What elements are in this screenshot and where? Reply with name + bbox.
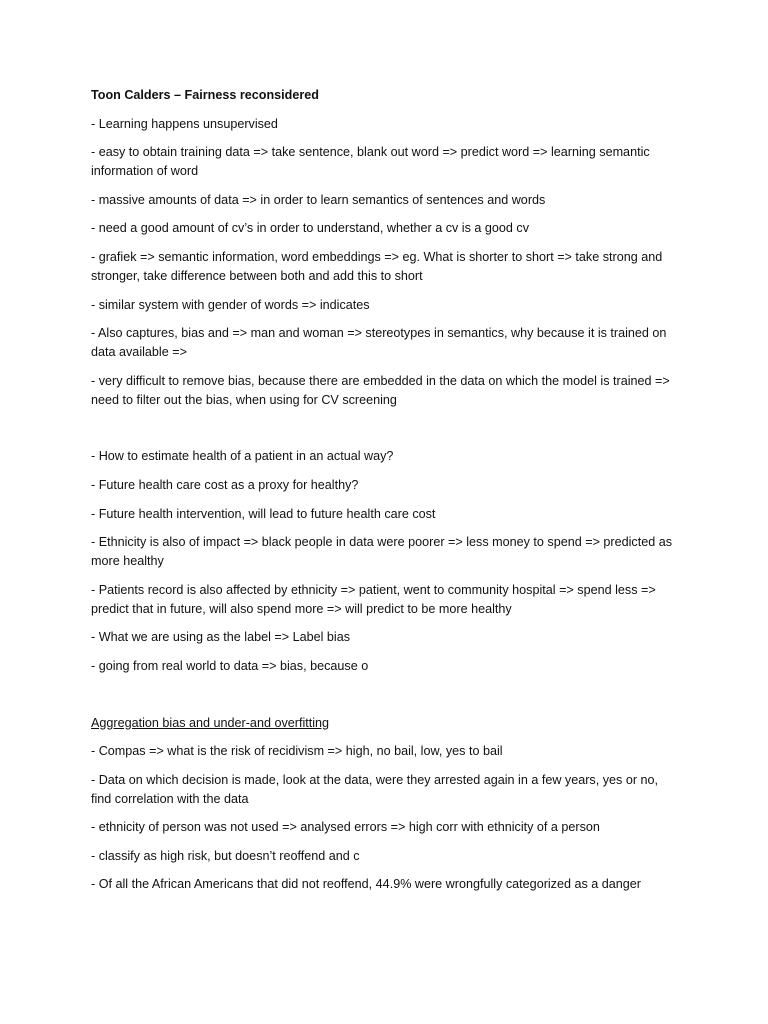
bullet-line: - classify as high risk, but doesn’t reoffend and c: [91, 848, 360, 863]
bullet-line: - What we are using as the label => Label bias: [91, 630, 351, 645]
bullet-line: - going from real world to data => bias, because o: [91, 658, 369, 673]
bullet-line: - easy to obtain training data => take sentence, blank out word => predict word => learning semantic information of word: [91, 145, 650, 179]
bullet-line: - grafiek => semantic information, word embeddings => eg. What is shorter to short => take strong and stronger, take difference between both and add this to short: [91, 249, 663, 283]
bullet-line: - need a good amount of cv’s in order to understand, whether a cv is a good cv: [91, 221, 530, 236]
bullet-line: - very difficult to remove bias, because there are embedded in the data on which the model is trained => need to filter out the bias, when using for CV screening: [91, 373, 670, 407]
document-page: [91, 86, 681, 904]
bullet-line: - Compas => what is the risk of recidivism => high, no bail, low, yes to bail: [91, 744, 503, 759]
bullet-line: - Ethnicity is also of impact => black people in data were poorer => less money to spend => predicted as more healthy: [91, 535, 673, 569]
bullet-line: - Of all the African Americans that did not reoffend, 44.9% were wrongfully categorized as a danger: [91, 877, 642, 892]
bullet-line: - How to estimate health of a patient in an actual way?: [91, 449, 394, 464]
bullet-line: - Patients record is also affected by ethnicity => patient, went to community hospital => spend less => predict that in future, will also spend more => will predict to be more healthy: [91, 582, 656, 616]
section-spacer: [91, 419, 681, 447]
document-title: Toon Calders – Fairness reconsidered: [91, 88, 319, 102]
section-aggregation-bias: [91, 714, 681, 895]
section-spacer: [91, 686, 681, 714]
bullet-line: - ethnicity of person was not used => analysed errors => high corr with ethnicity of a person: [91, 820, 600, 835]
bullet-line: - similar system with gender of words => indicates: [91, 297, 370, 312]
bullet-line: - Data on which decision is made, look at the data, were they arrested again in a few years, yes or no, find correlation with the data: [91, 772, 659, 806]
section-word-embeddings: [91, 115, 681, 410]
section-health-label-bias: [91, 447, 681, 676]
bullet-line: - massive amounts of data => in order to learn semantics of sentences and words: [91, 192, 546, 207]
bullet-line: - Also captures, bias and => man and woman => stereotypes in semantics, why because it is trained on data available =>: [91, 326, 667, 360]
bullet-line: - Future health intervention, will lead to future health care cost: [91, 506, 436, 521]
bullet-line: - Future health care cost as a proxy for healthy?: [91, 477, 359, 492]
section-heading: Aggregation bias and under-and overfitting: [91, 715, 330, 730]
bullet-line: - Learning happens unsupervised: [91, 116, 278, 131]
